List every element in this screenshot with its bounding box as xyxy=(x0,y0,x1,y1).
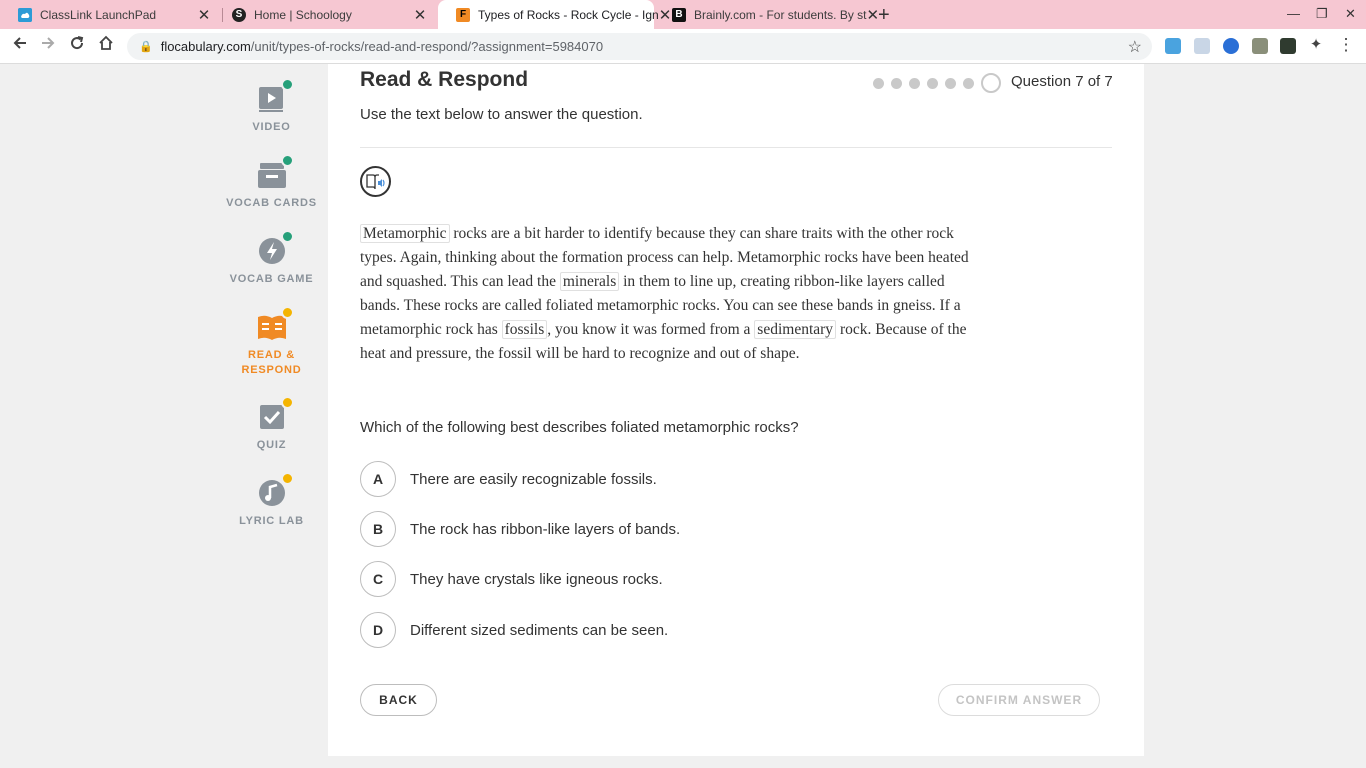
minimize-icon[interactable]: — xyxy=(1287,6,1300,21)
tab-schoology[interactable] xyxy=(214,0,438,29)
read-aloud-icon[interactable] xyxy=(360,166,391,197)
address-bar[interactable] xyxy=(127,33,1152,60)
reading-passage xyxy=(360,222,972,366)
restore-icon[interactable]: ❐ xyxy=(1316,6,1328,21)
browser-toolbar xyxy=(0,29,1366,64)
progress-dot xyxy=(909,78,920,89)
progress-dot xyxy=(963,78,974,89)
complete-badge xyxy=(281,230,294,243)
vocab-word[interactable]: Metamorphic xyxy=(360,224,450,243)
progress-dot xyxy=(891,78,902,89)
book-icon xyxy=(257,312,287,342)
extension-reader-icon[interactable] xyxy=(1194,38,1210,54)
brainly-icon: B xyxy=(672,8,686,22)
extension-screen-icon[interactable] xyxy=(1252,38,1268,54)
tab-title: Home | Schoology xyxy=(254,7,352,22)
option-letter[interactable]: B xyxy=(360,511,396,547)
passage-text: rock. Because of the heat and pressure, the fossil will be hard to recognize and out of shape. xyxy=(360,321,967,362)
complete-badge xyxy=(281,78,294,91)
close-tab-icon[interactable]: ✕ xyxy=(866,6,880,24)
question-progress xyxy=(873,73,1008,93)
home-icon[interactable] xyxy=(95,35,117,56)
puzzle-icon[interactable]: ✦ xyxy=(1309,36,1323,53)
incomplete-badge xyxy=(281,396,294,409)
back-button[interactable]: BACK xyxy=(360,684,437,716)
tab-brainly[interactable] xyxy=(654,0,880,29)
flocabulary-icon: F xyxy=(456,8,470,22)
tab-title: Types of Rocks - Rock Cycle - Ign xyxy=(478,7,659,22)
schoology-icon: S xyxy=(232,8,246,22)
vocab-word[interactable]: sedimentary xyxy=(754,320,836,339)
complete-badge xyxy=(281,154,294,167)
passage-text: rocks are a bit harder to identify because they can share traits with the other rock types. Again, thinking about the formation process can help. Metamorphic rocks have been heated and squashed. This can lead the xyxy=(360,225,969,290)
progress-dot xyxy=(945,78,956,89)
url-path: /unit/types-of-rocks/read-and-respond/?assignment=5984070 xyxy=(250,39,604,54)
tab-title: ClassLink LaunchPad xyxy=(40,7,157,22)
extension-shield-icon[interactable] xyxy=(1223,38,1239,54)
video-icon xyxy=(257,84,287,114)
sidebar-item-label: VIDEO xyxy=(252,121,291,133)
quiz-icon xyxy=(257,402,287,432)
incomplete-badge xyxy=(281,472,294,485)
tab-flocabulary[interactable] xyxy=(438,0,672,29)
passage-text: in them to line up, creating ribbon-like layers called bands. These rocks are called foliated metamorphic rocks. You can see these bands in gneiss. If a metamorphic rock has xyxy=(360,273,961,338)
extension-cloud-icon[interactable] xyxy=(1165,38,1181,54)
sidebar-item-label-line2: RESPOND xyxy=(241,364,302,376)
sidebar-item-vocab-game[interactable] xyxy=(205,236,338,287)
vocab-word[interactable]: fossils xyxy=(502,320,548,339)
sidebar-item-label: QUIZ xyxy=(256,439,287,451)
menu-kebab-icon[interactable]: ⋮ xyxy=(1337,35,1355,54)
confirm-answer-button[interactable]: CONFIRM ANSWER xyxy=(938,684,1100,716)
progress-dot xyxy=(927,78,938,89)
lock-icon: 🔒 xyxy=(139,41,153,53)
close-window-icon[interactable]: ✕ xyxy=(1345,6,1356,21)
option-letter[interactable]: D xyxy=(360,612,396,648)
sidebar-item-lyric-lab[interactable] xyxy=(205,478,338,529)
sidebar-item-read-respond[interactable] xyxy=(205,312,338,378)
page-title: Read & Respond xyxy=(360,68,529,91)
bookmark-star-icon[interactable]: ☆ xyxy=(1127,39,1142,56)
vocab-word[interactable]: minerals xyxy=(560,272,619,291)
instructions: Use the text below to answer the question. xyxy=(360,106,643,123)
answer-option-a[interactable] xyxy=(360,461,860,497)
progress-dot xyxy=(873,78,884,89)
new-tab-icon[interactable]: + xyxy=(878,4,890,26)
classlink-icon xyxy=(18,8,32,22)
answer-option-b[interactable] xyxy=(360,511,860,547)
browser-tab-strip xyxy=(0,0,1366,29)
vocab-cards-icon xyxy=(257,160,287,190)
option-letter[interactable]: C xyxy=(360,561,396,597)
read-respond-card xyxy=(328,64,1144,756)
close-tab-icon[interactable]: ✕ xyxy=(197,6,211,24)
option-text: They have crystals like igneous rocks. xyxy=(410,570,663,588)
sidebar-item-video[interactable] xyxy=(205,84,338,135)
back-arrow-icon[interactable] xyxy=(9,35,31,56)
divider xyxy=(360,147,1112,148)
sidebar-item-label: READ & xyxy=(248,349,295,361)
sidebar-item-quiz[interactable] xyxy=(205,402,338,453)
option-text: Different sized sediments can be seen. xyxy=(410,621,669,639)
option-text: The rock has ribbon-like layers of bands. xyxy=(410,520,681,538)
sidebar-item-label: LYRIC LAB xyxy=(239,515,304,527)
incomplete-badge xyxy=(281,306,294,319)
forward-arrow-icon[interactable] xyxy=(37,35,59,56)
option-text: There are easily recognizable fossils. xyxy=(410,470,657,488)
answer-option-d[interactable] xyxy=(360,612,860,648)
tab-title: Brainly.com - For students. By st xyxy=(694,7,867,22)
answer-option-c[interactable] xyxy=(360,561,860,597)
page xyxy=(0,64,1366,768)
question-prompt: Which of the following best describes foliated metamorphic rocks? xyxy=(360,419,799,436)
url-host: flocabulary.com xyxy=(160,39,251,54)
sidebar-item-label: VOCAB GAME xyxy=(229,273,314,285)
progress-dot-current xyxy=(981,73,1001,93)
tab-classlink[interactable] xyxy=(0,0,222,29)
lightning-icon xyxy=(257,236,287,266)
close-tab-icon[interactable]: ✕ xyxy=(658,6,672,24)
close-tab-icon[interactable]: ✕ xyxy=(413,6,427,24)
passage-text: , you know it was formed from a xyxy=(547,321,755,338)
sidebar-item-vocab-cards[interactable] xyxy=(205,160,338,211)
question-counter: Question 7 of 7 xyxy=(1011,73,1113,90)
reload-icon[interactable] xyxy=(66,35,88,56)
music-icon xyxy=(257,478,287,508)
sidebar-item-label: VOCAB CARDS xyxy=(226,197,317,209)
extension-app-icon[interactable] xyxy=(1280,38,1296,54)
option-letter[interactable]: A xyxy=(360,461,396,497)
